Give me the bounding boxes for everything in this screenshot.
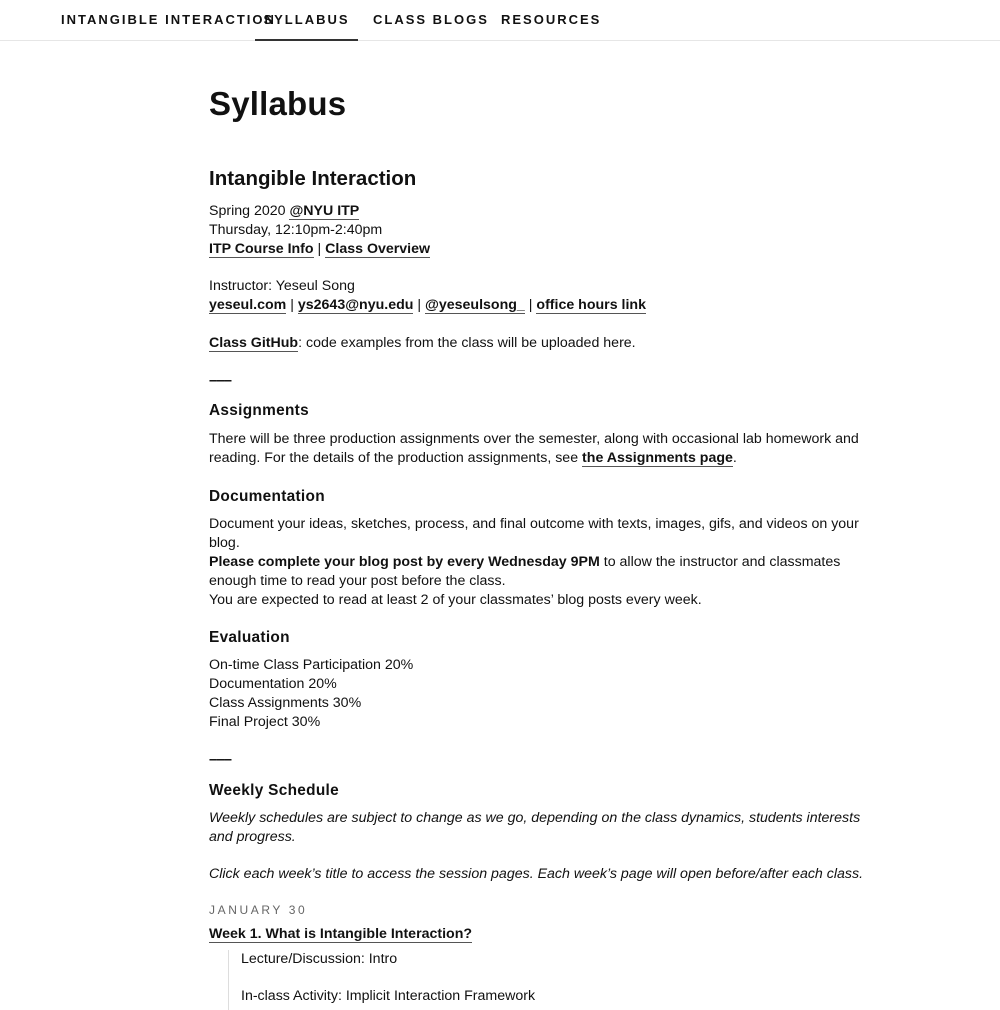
- course-links: [209, 240, 430, 259]
- deadline-emphasis: Please complete your blog post by every Wednesday 9PM: [209, 554, 600, 570]
- documentation-text-line-4: enough time to read your post before the class.: [209, 573, 506, 589]
- course-schedule: Thursday, 12:10pm-2:40pm: [209, 222, 383, 238]
- documentation-deadline-line: [209, 553, 840, 572]
- week-1-title-link[interactable]: Week 1. What is Intangible Interaction?: [209, 926, 473, 942]
- instructor-name: Instructor: Yeseul Song: [209, 278, 355, 294]
- weekly-click-note: Click each week’s title to access the session pages. Each week’s page will open before/after each class.: [209, 866, 864, 882]
- evaluation-item: Class Assignments 30%: [209, 695, 362, 711]
- weekly-note-line-2: and progress.: [209, 829, 296, 845]
- class-github-link[interactable]: Class GitHub: [209, 335, 299, 351]
- assignments-page-link[interactable]: the Assignments page: [582, 450, 733, 466]
- documentation-text-line-1: Document your ideas, sketches, process, and final outcome with texts, images, gifs, and videos on your: [209, 516, 859, 532]
- week-title: [209, 925, 472, 944]
- nav-item-syllabus[interactable]: SYLLABUS: [255, 0, 358, 41]
- link-divider: |: [313, 241, 326, 257]
- assignments-text-end: .: [732, 450, 737, 466]
- top-navigation: [0, 0, 1000, 41]
- section-separator: –––: [209, 751, 232, 768]
- instructor-contact-links: [209, 296, 646, 315]
- link-divider: |: [286, 297, 298, 313]
- course-title: Intangible Interaction: [209, 167, 417, 190]
- section-separator: –––: [209, 372, 232, 389]
- evaluation-item: Documentation 20%: [209, 676, 337, 692]
- week-date-label: JANUARY 30: [209, 903, 308, 917]
- nav-item-resources[interactable]: RESOURCES: [501, 12, 602, 27]
- nav-brand-link[interactable]: INTANGIBLE INTERACTION: [61, 12, 276, 27]
- github-description: : code examples from the class will be uploaded here.: [298, 335, 636, 351]
- link-divider: |: [524, 297, 537, 313]
- week-details-blockquote-bar: [228, 950, 229, 1010]
- github-line: [209, 334, 636, 353]
- assignments-text-line-2: [209, 449, 737, 468]
- assignments-text-line-1: There will be three production assignments over the semester, along with occasional lab homework and: [209, 431, 859, 447]
- documentation-text-line-2: blog.: [209, 535, 240, 551]
- evaluation-heading: Evaluation: [209, 629, 290, 646]
- weekly-note-line-1: Weekly schedules are subject to change as we go, depending on the class dynamics, students interests: [209, 810, 861, 826]
- weekly-schedule-heading: Weekly Schedule: [209, 782, 339, 799]
- website-link[interactable]: yeseul.com: [209, 297, 287, 313]
- itp-course-info-link[interactable]: ITP Course Info: [209, 241, 314, 257]
- week-item: In-class Activity: Implicit Interaction Framework: [241, 988, 536, 1004]
- link-divider: |: [413, 297, 426, 313]
- term-prefix: Spring 2020: [209, 203, 290, 219]
- page-title: Syllabus: [209, 85, 347, 122]
- evaluation-item: On-time Class Participation 20%: [209, 657, 414, 673]
- course-term: [209, 202, 359, 221]
- nav-item-class-blogs[interactable]: CLASS BLOGS: [373, 12, 489, 27]
- class-overview-link[interactable]: Class Overview: [325, 241, 431, 257]
- deadline-rest: to allow the instructor and classmates: [599, 554, 841, 570]
- documentation-heading: Documentation: [209, 488, 325, 505]
- documentation-text-line-5: You are expected to read at least 2 of your classmates’ blog posts every week.: [209, 592, 702, 608]
- nyu-itp-link[interactable]: @NYU ITP: [289, 203, 360, 219]
- week-item: Lecture/Discussion: Intro: [241, 951, 398, 967]
- email-link[interactable]: ys2643@nyu.edu: [297, 297, 414, 313]
- evaluation-item: Final Project 30%: [209, 714, 321, 730]
- social-handle-link[interactable]: @yeseulsong_: [425, 297, 525, 313]
- office-hours-link[interactable]: office hours link: [536, 297, 646, 313]
- assignments-heading: Assignments: [209, 402, 309, 419]
- assignments-text: reading. For the details of the production assignments, see: [209, 450, 583, 466]
